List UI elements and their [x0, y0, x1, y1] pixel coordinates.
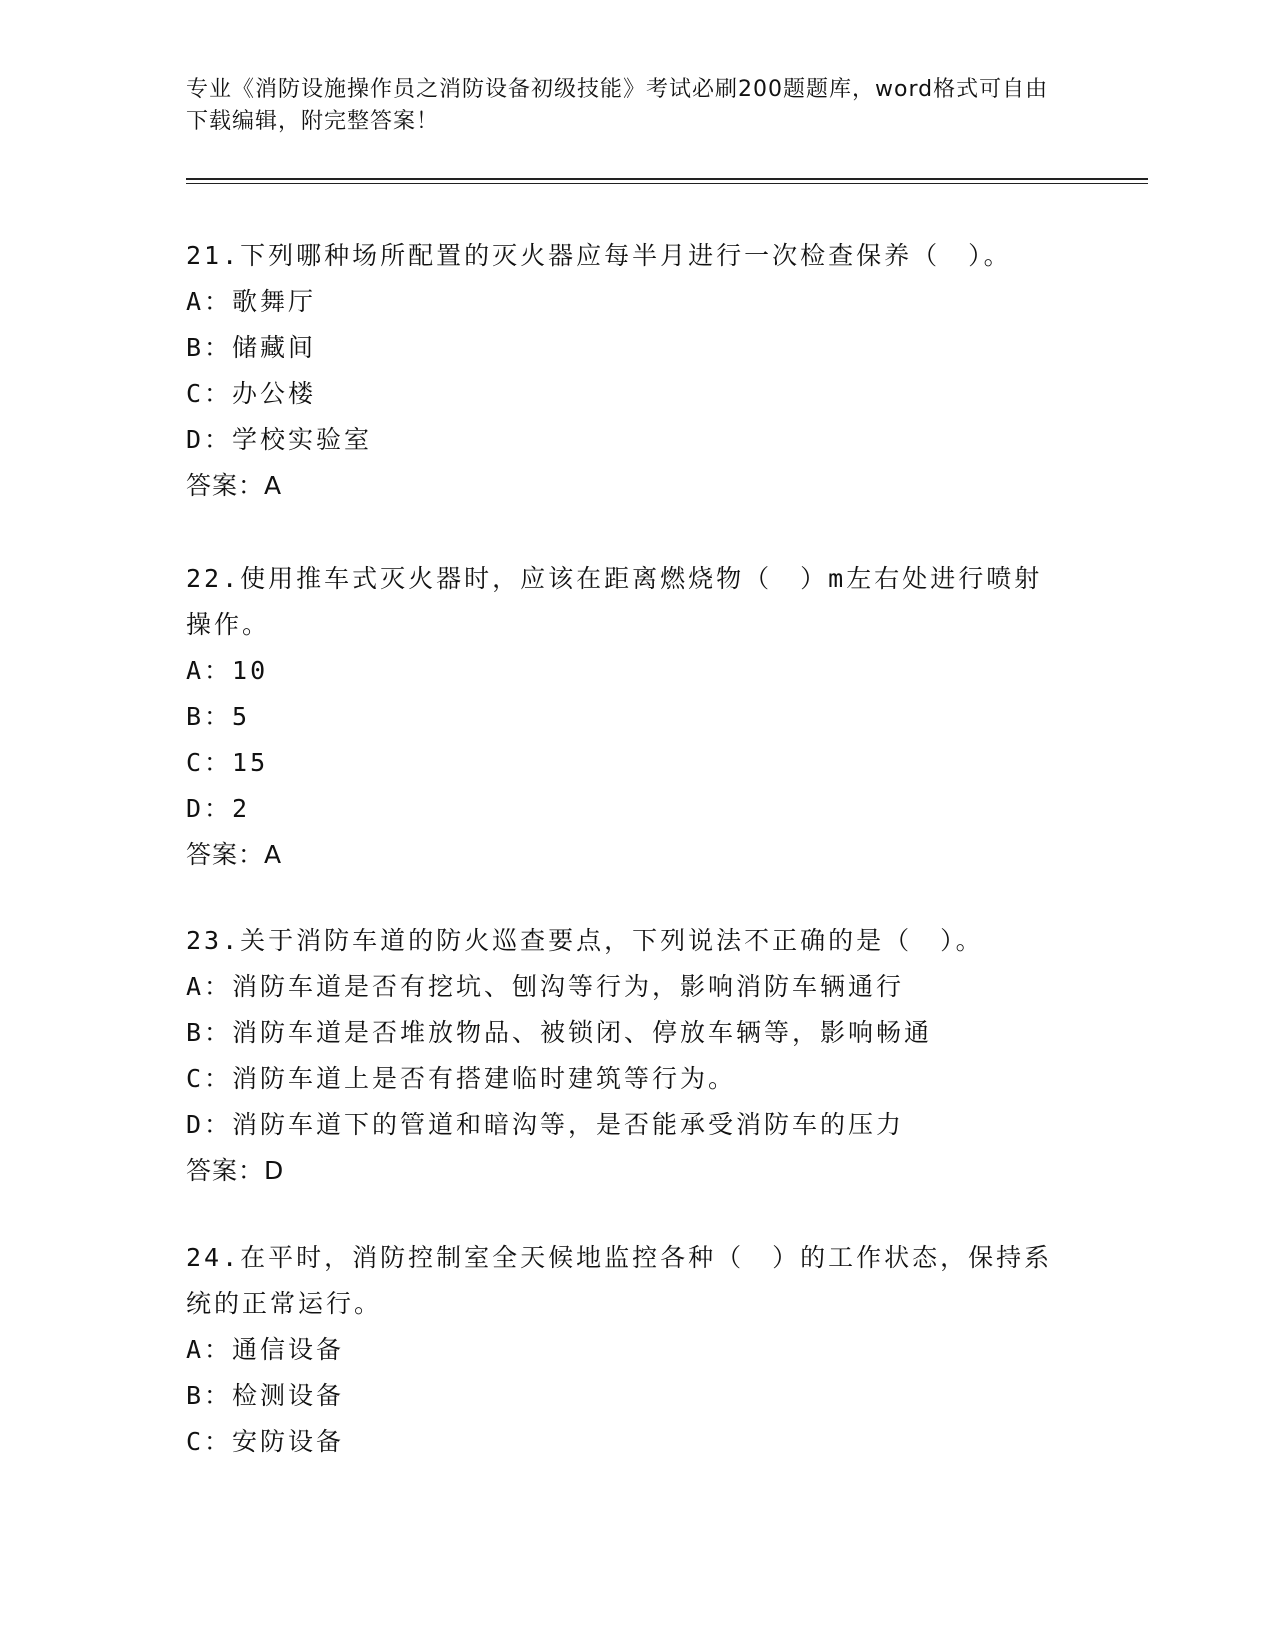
- option-c: C：15: [186, 748, 269, 777]
- option-d: D：学校实验室: [186, 425, 373, 454]
- question-21: [186, 233, 1066, 509]
- option-c: C：办公楼: [186, 379, 317, 408]
- question-24: [186, 1235, 1066, 1465]
- option-a: A：歌舞厅: [186, 287, 317, 316]
- option-a: A：通信设备: [186, 1335, 345, 1364]
- question-stem: 21.下列哪种场所配置的灭火器应每半月进行一次检查保养（ ）。: [186, 241, 1012, 270]
- option-b: B：检测设备: [186, 1381, 345, 1410]
- option-b: B：5: [186, 702, 251, 731]
- answer-label: 答案：: [186, 1156, 265, 1185]
- option-c: C：消防车道上是否有搭建临时建筑等行为。: [186, 1064, 737, 1093]
- question-22: [186, 556, 1066, 878]
- document-header: 专业《消防设施操作员之消防设备初级技能》考试必刷200题题库，word格式可自由下载编辑，附完整答案！: [186, 77, 1049, 134]
- header-divider: [186, 178, 1148, 180]
- answer-value: A: [264, 471, 283, 500]
- option-d: D：2: [186, 794, 251, 823]
- answer-value: D: [264, 1156, 285, 1185]
- question-23: [186, 918, 1066, 1194]
- answer-label: 答案：: [186, 840, 265, 869]
- header-divider-thin: [186, 183, 1148, 184]
- answer-line: [186, 463, 1066, 509]
- option-a: A：10: [186, 656, 269, 685]
- answer-line: [186, 832, 1066, 878]
- option-a: A：消防车道是否有挖坑、刨沟等行为，影响消防车辆通行: [186, 972, 905, 1001]
- option-c: C：安防设备: [186, 1427, 345, 1456]
- option-b: B：储藏间: [186, 333, 317, 362]
- answer-line: [186, 1148, 1066, 1194]
- option-d: D：消防车道下的管道和暗沟等，是否能承受消防车的压力: [186, 1110, 905, 1139]
- answer-label: 答案：: [186, 471, 265, 500]
- question-stem: 24.在平时，消防控制室全天候地监控各种（ ）的工作状态，保持系统的正常运行。: [186, 1243, 1053, 1318]
- answer-value: A: [264, 840, 283, 869]
- option-b: B：消防车道是否堆放物品、被锁闭、停放车辆等，影响畅通: [186, 1018, 933, 1047]
- question-stem: 23.关于消防车道的防火巡查要点，下列说法不正确的是（ ）。: [186, 926, 984, 955]
- question-stem: 22.使用推车式灭火器时，应该在距离燃烧物（ ）m左右处进行喷射操作。: [186, 564, 1043, 639]
